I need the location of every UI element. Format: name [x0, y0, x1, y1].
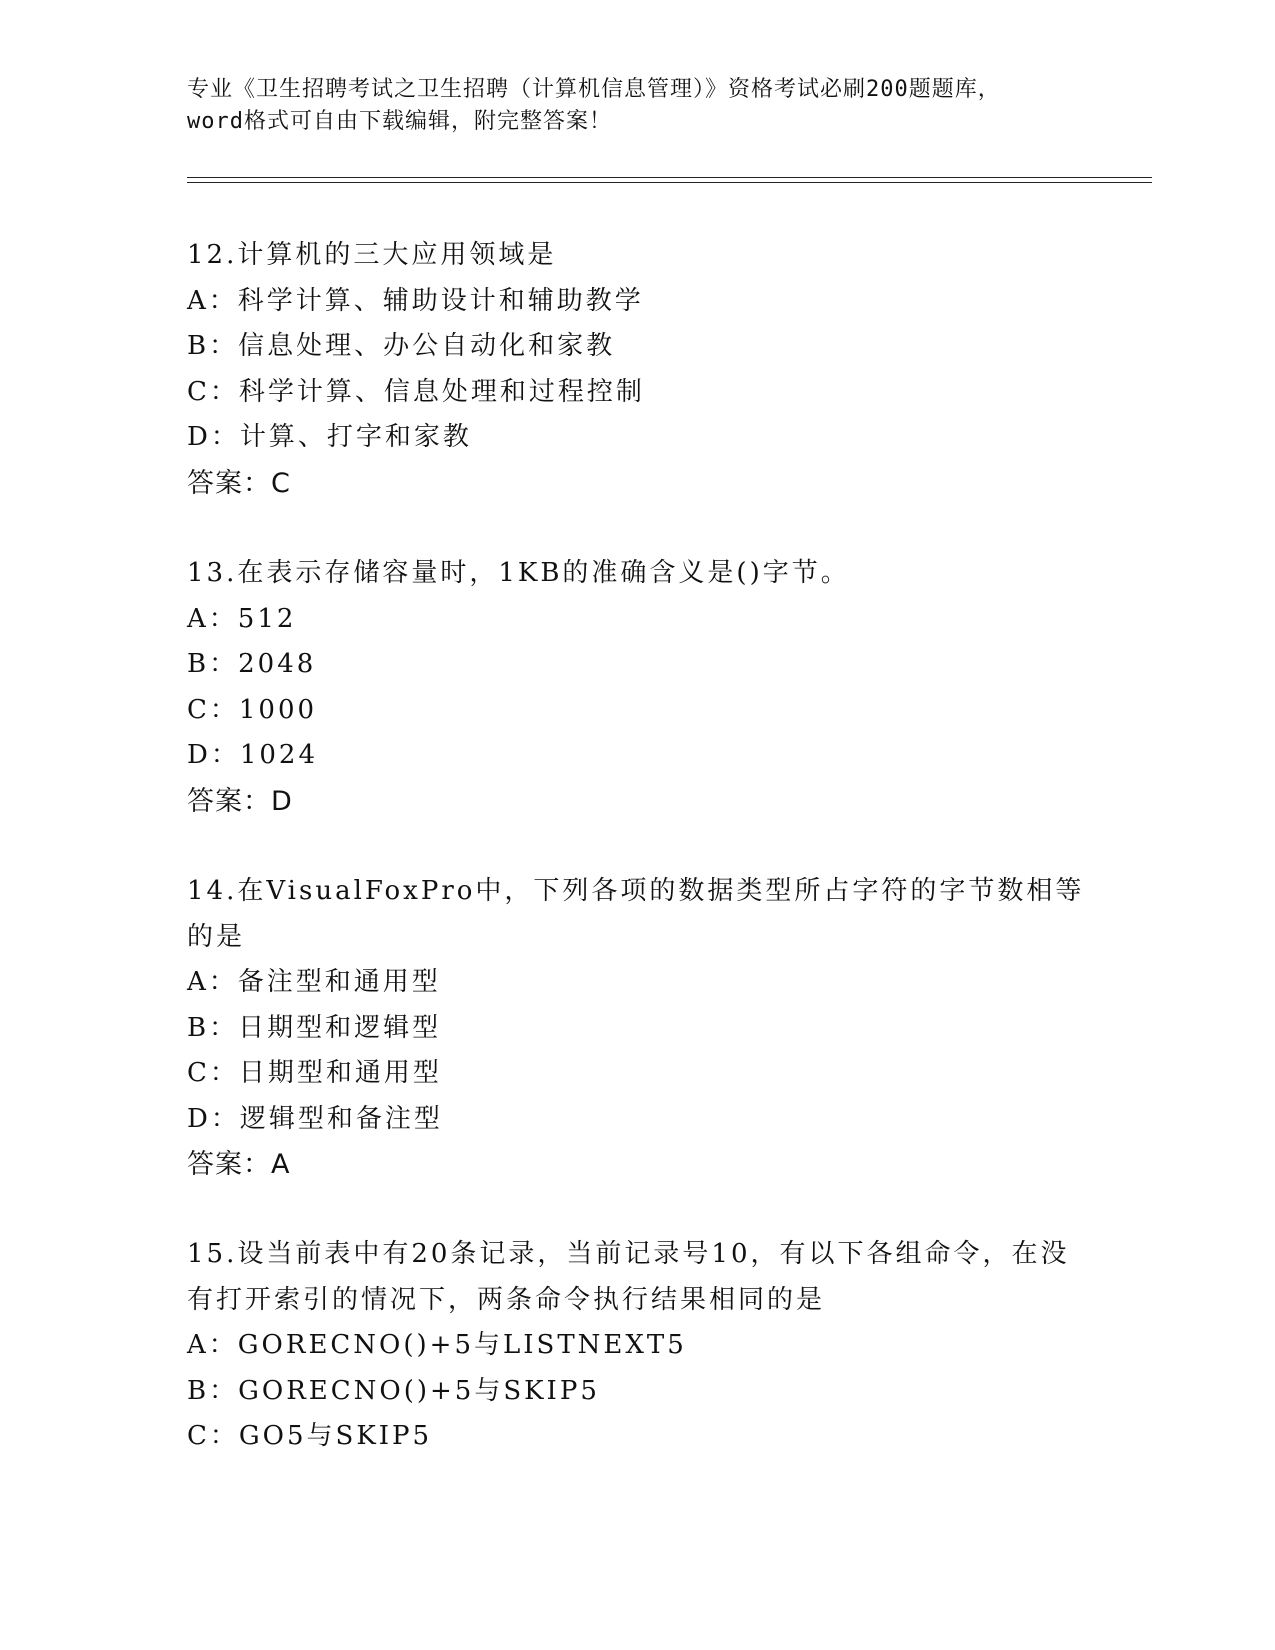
- header-title-line-2: word格式可自由下载编辑，附完整答案！: [187, 109, 612, 134]
- option-a: A：GORECNO()+5与LISTNEXT5: [187, 1330, 687, 1360]
- option-b: B：日期型和逻辑型: [187, 1012, 442, 1043]
- question-stem-continued: 有打开索引的情况下，两条命令执行结果相同的是: [187, 1284, 826, 1315]
- question-13: [187, 551, 1087, 824]
- answer: 答案：A: [187, 1149, 291, 1180]
- question-stem: 14.在VisualFoxPro中，下列各项的数据类型所占字符的字节数相等: [187, 876, 1085, 906]
- option-b: B：信息处理、办公自动化和家教: [187, 331, 616, 361]
- question-12: [187, 233, 1087, 506]
- option-d: D：逻辑型和备注型: [187, 1103, 443, 1134]
- question-stem: 12.计算机的三大应用领域是: [187, 240, 557, 270]
- header-divider-bottom: [187, 182, 1152, 183]
- option-b: B：2048: [187, 649, 317, 679]
- question-15: [187, 1232, 1087, 1460]
- option-c: C：1000: [187, 694, 318, 725]
- option-a: A：512: [187, 603, 297, 634]
- answer: 答案：C: [187, 467, 291, 499]
- option-c: C：科学计算、信息处理和过程控制: [187, 376, 645, 407]
- option-c: C：GO5与SKIP5: [187, 1421, 433, 1451]
- option-d: D：1024: [187, 740, 319, 770]
- question-14: [187, 869, 1087, 1188]
- option-c: C：日期型和通用型: [187, 1058, 442, 1088]
- question-stem: 15.设当前表中有20条记录，当前记录号10，有以下各组命令，在没: [187, 1239, 1070, 1269]
- question-stem: 13.在表示存储容量时，1KB的准确含义是()字节。: [187, 558, 850, 588]
- header-title-line-1: 专业《卫生招聘考试之卫生招聘（计算机信息管理）》资格考试必刷200题题库，: [187, 77, 1001, 102]
- option-b: B：GORECNO()+5与SKIP5: [187, 1375, 600, 1406]
- header-divider-top: [187, 177, 1152, 178]
- option-d: D：计算、打字和家教: [187, 422, 472, 452]
- option-a: A：备注型和通用型: [187, 967, 441, 997]
- option-a: A：科学计算、辅助设计和辅助教学: [187, 285, 644, 316]
- answer: 答案：D: [187, 785, 293, 817]
- question-stem-continued: 的是: [187, 921, 246, 952]
